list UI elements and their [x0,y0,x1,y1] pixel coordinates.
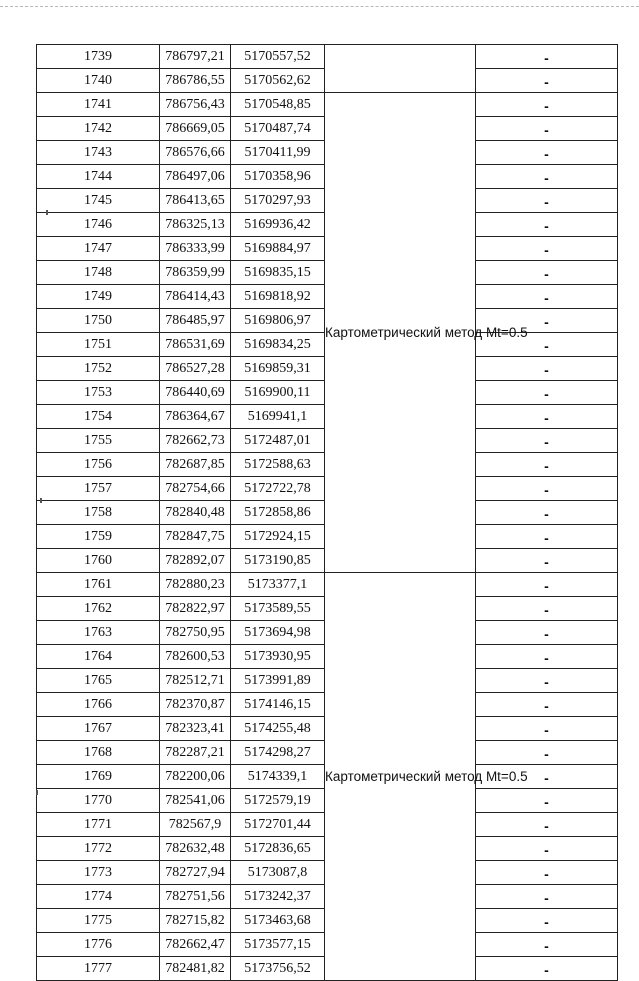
y-coordinate-cell: 5170548,85 [231,93,325,117]
x-coordinate-cell: 782567,9 [160,813,231,837]
x-coordinate-cell: 782287,21 [160,741,231,765]
x-coordinate-cell: 782662,73 [160,429,231,453]
dash-cell [476,741,618,765]
x-coordinate-cell: 782754,66 [160,477,231,501]
point-number-cell: 1769 [37,765,160,789]
point-number-cell: 1754 [37,405,160,429]
dash-cell [476,813,618,837]
dash-value: - [544,50,549,66]
x-coordinate-cell: 786527,28 [160,357,231,381]
y-coordinate-cell: 5170297,93 [231,189,325,213]
y-coordinate-cell: 5172588,63 [231,453,325,477]
dash-cell [476,885,618,909]
y-coordinate-cell: 5169936,42 [231,213,325,237]
point-number-cell: 1743 [37,141,160,165]
dash-cell [476,405,618,429]
dash-value: - [544,962,549,978]
dash-value: - [544,242,549,258]
dash-value: - [544,506,549,522]
point-number-cell: 1751 [37,333,160,357]
dash-cell [476,189,618,213]
y-coordinate-cell: 5173190,85 [231,549,325,573]
x-coordinate-cell: 782750,95 [160,621,231,645]
dash-value: - [544,146,549,162]
y-coordinate-cell: 5172701,44 [231,813,325,837]
y-coordinate-cell: 5169835,15 [231,261,325,285]
dash-value: - [544,482,549,498]
dash-value: - [544,338,549,354]
method-text: Картометрический метод Mt=0.5 [325,769,528,784]
dash-cell [476,429,618,453]
x-coordinate-cell: 782751,56 [160,885,231,909]
x-coordinate-cell: 782323,41 [160,717,231,741]
dash-value: - [544,434,549,450]
point-number-cell: 1767 [37,717,160,741]
dash-cell [476,453,618,477]
dash-value: - [544,626,549,642]
point-number-cell: 1773 [37,861,160,885]
y-coordinate-cell: 5169941,1 [231,405,325,429]
dash-value: - [544,914,549,930]
dash-value: - [544,938,549,954]
dash-cell [476,261,618,285]
dash-value: - [544,386,549,402]
dash-cell [476,165,618,189]
y-coordinate-cell: 5174298,27 [231,741,325,765]
y-coordinate-cell: 5170557,52 [231,45,325,69]
dash-cell [476,957,618,981]
y-coordinate-cell: 5172722,78 [231,477,325,501]
y-coordinate-cell: 5172579,19 [231,789,325,813]
dash-cell [476,93,618,117]
dash-value: - [544,194,549,210]
method-cell [325,45,476,93]
dash-value: - [544,770,549,786]
method-cell [325,573,528,981]
point-number-cell: 1766 [37,693,160,717]
table-row [37,573,618,597]
y-coordinate-cell: 5170411,99 [231,141,325,165]
y-coordinate-cell: 5173463,68 [231,909,325,933]
x-coordinate-cell: 782512,71 [160,669,231,693]
x-coordinate-cell: 782632,48 [160,837,231,861]
y-coordinate-cell: 5170358,96 [231,165,325,189]
y-coordinate-cell: 5173930,95 [231,645,325,669]
point-number-cell: 1763 [37,621,160,645]
table-row [37,93,618,117]
dash-cell [476,477,618,501]
point-number-cell: 1775 [37,909,160,933]
point-number-cell: 1755 [37,429,160,453]
x-coordinate-cell: 782541,06 [160,789,231,813]
dash-value: - [544,674,549,690]
scan-mark [36,790,38,795]
method-cell [325,93,528,573]
point-number-cell: 1757 [37,477,160,501]
y-coordinate-cell: 5172836,65 [231,837,325,861]
point-number-cell: 1750 [37,309,160,333]
y-coordinate-cell: 5173694,98 [231,621,325,645]
x-coordinate-cell: 786756,43 [160,93,231,117]
dash-value: - [544,530,549,546]
y-coordinate-cell: 5170487,74 [231,117,325,141]
coordinates-table-body [37,45,618,981]
x-coordinate-cell: 782847,75 [160,525,231,549]
x-coordinate-cell: 786669,05 [160,117,231,141]
x-coordinate-cell: 782662,47 [160,933,231,957]
x-coordinate-cell: 782715,82 [160,909,231,933]
dash-cell [476,45,618,69]
dash-cell [476,69,618,93]
x-coordinate-cell: 782822,97 [160,597,231,621]
x-coordinate-cell: 786786,55 [160,69,231,93]
dash-value: - [544,746,549,762]
method-text: Картометрический метод Mt=0.5 [325,325,528,340]
x-coordinate-cell: 786797,21 [160,45,231,69]
dash-value: - [544,578,549,594]
dash-value: - [544,842,549,858]
point-number-cell: 1759 [37,525,160,549]
point-number-cell: 1777 [37,957,160,981]
x-coordinate-cell: 786497,06 [160,165,231,189]
dash-value: - [544,74,549,90]
point-number-cell: 1749 [37,285,160,309]
y-coordinate-cell: 5169834,25 [231,333,325,357]
dash-cell [476,693,618,717]
dash-value: - [544,314,549,330]
dash-value: - [544,362,549,378]
dash-value: - [544,290,549,306]
y-coordinate-cell: 5173756,52 [231,957,325,981]
x-coordinate-cell: 786531,69 [160,333,231,357]
dash-cell [476,117,618,141]
x-coordinate-cell: 782200,06 [160,765,231,789]
dash-value: - [544,722,549,738]
y-coordinate-cell: 5172924,15 [231,525,325,549]
dash-value: - [544,266,549,282]
dash-cell [476,597,618,621]
coordinates-table [36,44,618,981]
point-number-cell: 1747 [37,237,160,261]
x-coordinate-cell: 786359,99 [160,261,231,285]
x-coordinate-cell: 786364,67 [160,405,231,429]
dash-value: - [544,410,549,426]
point-number-cell: 1748 [37,261,160,285]
dash-value: - [544,818,549,834]
dash-cell [476,141,618,165]
y-coordinate-cell: 5173242,37 [231,885,325,909]
dash-cell [476,357,618,381]
dash-cell [476,285,618,309]
y-coordinate-cell: 5169859,31 [231,357,325,381]
x-coordinate-cell: 782892,07 [160,549,231,573]
x-coordinate-cell: 782370,87 [160,693,231,717]
point-number-cell: 1772 [37,837,160,861]
dash-value: - [544,98,549,114]
dash-cell [476,213,618,237]
table-row [37,45,618,69]
dash-value: - [544,554,549,570]
dash-value: - [544,698,549,714]
point-number-cell: 1758 [37,501,160,525]
dash-cell [476,933,618,957]
y-coordinate-cell: 5173377,1 [231,573,325,597]
point-number-cell: 1774 [37,885,160,909]
dash-cell [476,669,618,693]
point-number-cell: 1768 [37,741,160,765]
x-coordinate-cell: 786333,99 [160,237,231,261]
dash-cell [476,549,618,573]
x-coordinate-cell: 786440,69 [160,381,231,405]
dash-value: - [544,218,549,234]
y-coordinate-cell: 5170562,62 [231,69,325,93]
x-coordinate-cell: 786414,43 [160,285,231,309]
y-coordinate-cell: 5174339,1 [231,765,325,789]
y-coordinate-cell: 5169818,92 [231,285,325,309]
dash-value: - [544,602,549,618]
dash-cell [476,525,618,549]
x-coordinate-cell: 782727,94 [160,861,231,885]
dash-cell [476,237,618,261]
x-coordinate-cell: 786325,13 [160,213,231,237]
x-coordinate-cell: 782687,85 [160,453,231,477]
y-coordinate-cell: 5172858,86 [231,501,325,525]
y-coordinate-cell: 5169884,97 [231,237,325,261]
point-number-cell: 1745 [37,189,160,213]
point-number-cell: 1770 [37,789,160,813]
y-coordinate-cell: 5174146,15 [231,693,325,717]
y-coordinate-cell: 5173087,8 [231,861,325,885]
y-coordinate-cell: 5173577,15 [231,933,325,957]
dash-cell [476,909,618,933]
y-coordinate-cell: 5172487,01 [231,429,325,453]
point-number-cell: 1771 [37,813,160,837]
dash-cell [476,837,618,861]
x-coordinate-cell: 782840,48 [160,501,231,525]
point-number-cell: 1762 [37,597,160,621]
point-number-cell: 1739 [37,45,160,69]
dash-value: - [544,794,549,810]
dash-cell [476,645,618,669]
dash-cell [476,381,618,405]
dash-cell [476,501,618,525]
point-number-cell: 1753 [37,381,160,405]
point-number-cell: 1756 [37,453,160,477]
scan-mark [40,498,42,503]
dash-value: - [544,170,549,186]
y-coordinate-cell: 5174255,48 [231,717,325,741]
point-number-cell: 1765 [37,669,160,693]
point-number-cell: 1746 [37,213,160,237]
x-coordinate-cell: 786485,97 [160,309,231,333]
dash-cell [476,717,618,741]
y-coordinate-cell: 5169900,11 [231,381,325,405]
dash-cell [476,789,618,813]
x-coordinate-cell: 782600,53 [160,645,231,669]
dash-cell [476,573,618,597]
scan-edge-line [0,6,639,7]
x-coordinate-cell: 782880,23 [160,573,231,597]
point-number-cell: 1752 [37,357,160,381]
point-number-cell: 1761 [37,573,160,597]
point-number-cell: 1744 [37,165,160,189]
y-coordinate-cell: 5173991,89 [231,669,325,693]
point-number-cell: 1776 [37,933,160,957]
point-number-cell: 1760 [37,549,160,573]
dash-value: - [544,866,549,882]
x-coordinate-cell: 782481,82 [160,957,231,981]
y-coordinate-cell: 5169806,97 [231,309,325,333]
scan-mark [46,210,48,215]
dash-value: - [544,122,549,138]
y-coordinate-cell: 5173589,55 [231,597,325,621]
x-coordinate-cell: 786413,65 [160,189,231,213]
point-number-cell: 1742 [37,117,160,141]
dash-cell [476,861,618,885]
dash-value: - [544,650,549,666]
x-coordinate-cell: 786576,66 [160,141,231,165]
dash-cell [476,621,618,645]
point-number-cell: 1741 [37,93,160,117]
dash-value: - [544,890,549,906]
dash-value: - [544,458,549,474]
point-number-cell: 1764 [37,645,160,669]
point-number-cell: 1740 [37,69,160,93]
